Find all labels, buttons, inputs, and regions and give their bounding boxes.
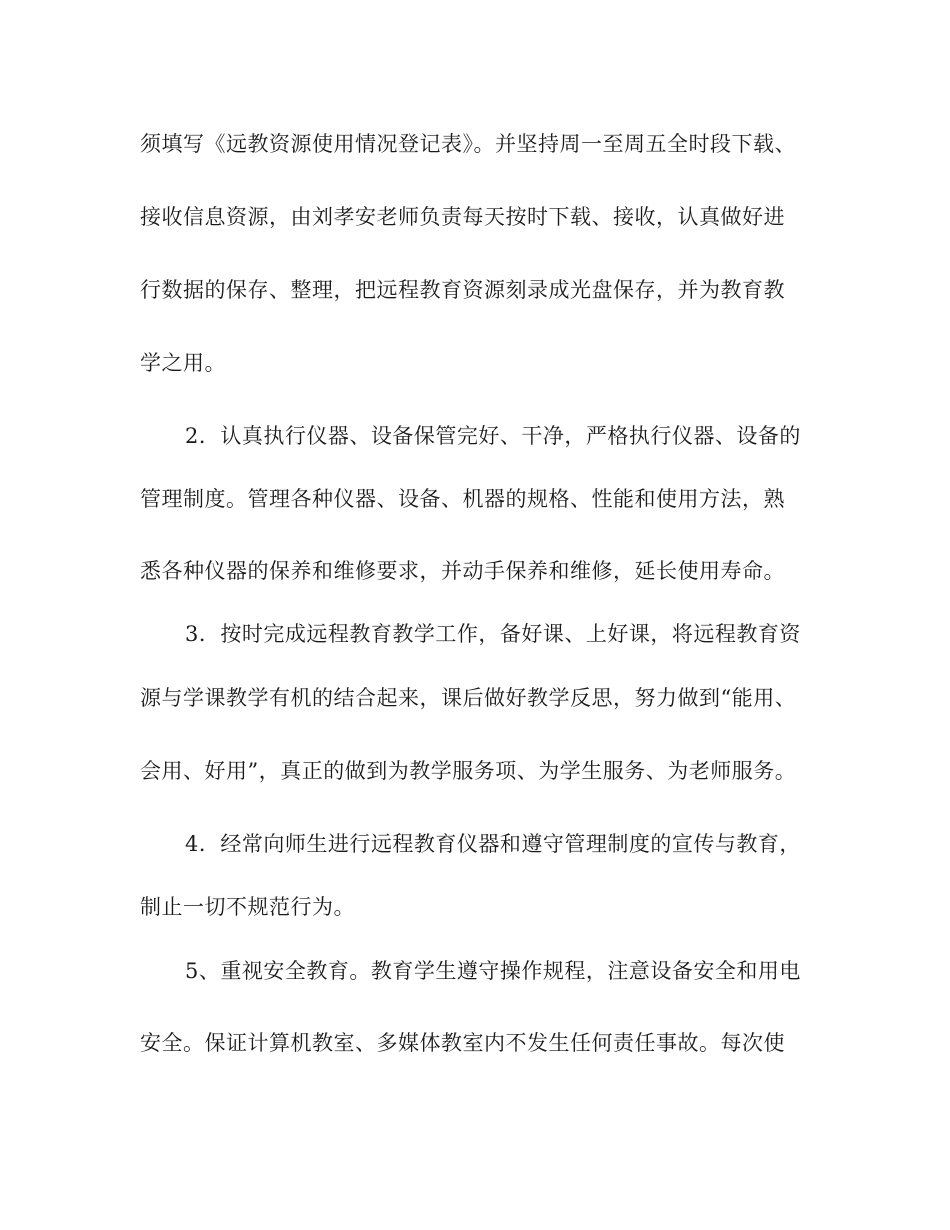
text-line: 会用、好用”，真正的做到为教学服务项、为学生服务、为老师服务。	[140, 759, 797, 783]
paragraph-2-first-line: 2．认真执行仪器、设备保管完好、干净，严格执行仪器、设备的	[185, 424, 801, 448]
text-line: 源与学课教学有机的结合起来，课后做好教学反思，努力做到“能用、	[140, 686, 797, 710]
text-line: 制止一切不规范行为。	[140, 895, 355, 919]
text-line: 须填写《远教资源使用情况登记表》。并坚持周一至周五全时段下载、	[140, 132, 796, 156]
text-line: 管理制度。管理各种仪器、设备、机器的规格、性能和使用方法，熟	[140, 487, 785, 511]
paragraph-3-first-line: 3．按时完成远程教育教学工作，备好课、上好课，将远程教育资	[185, 622, 801, 646]
paragraph-5-first-line: 5、重视安全教育。教育学生遵守操作规程，注意设备安全和用电	[185, 959, 801, 983]
text-line: 安全。保证计算机教室、多媒体教室内不发生任何责任事故。每次使	[140, 1031, 785, 1055]
paragraph-4-first-line: 4．经常向师生进行远程教育仪器和遵守管理制度的宣传与教育，	[185, 832, 801, 856]
text-line: 行数据的保存、整理，把远程教育资源刻录成光盘保存，并为教育教	[140, 278, 785, 302]
text-line: 学之用。	[140, 351, 226, 375]
text-line: 悉各种仪器的保养和维修要求，并动手保养和维修，延长使用寿命。	[140, 559, 785, 583]
text-line: 接收信息资源，由刘孝安老师负责每天按时下载、接收，认真做好进	[140, 205, 785, 229]
